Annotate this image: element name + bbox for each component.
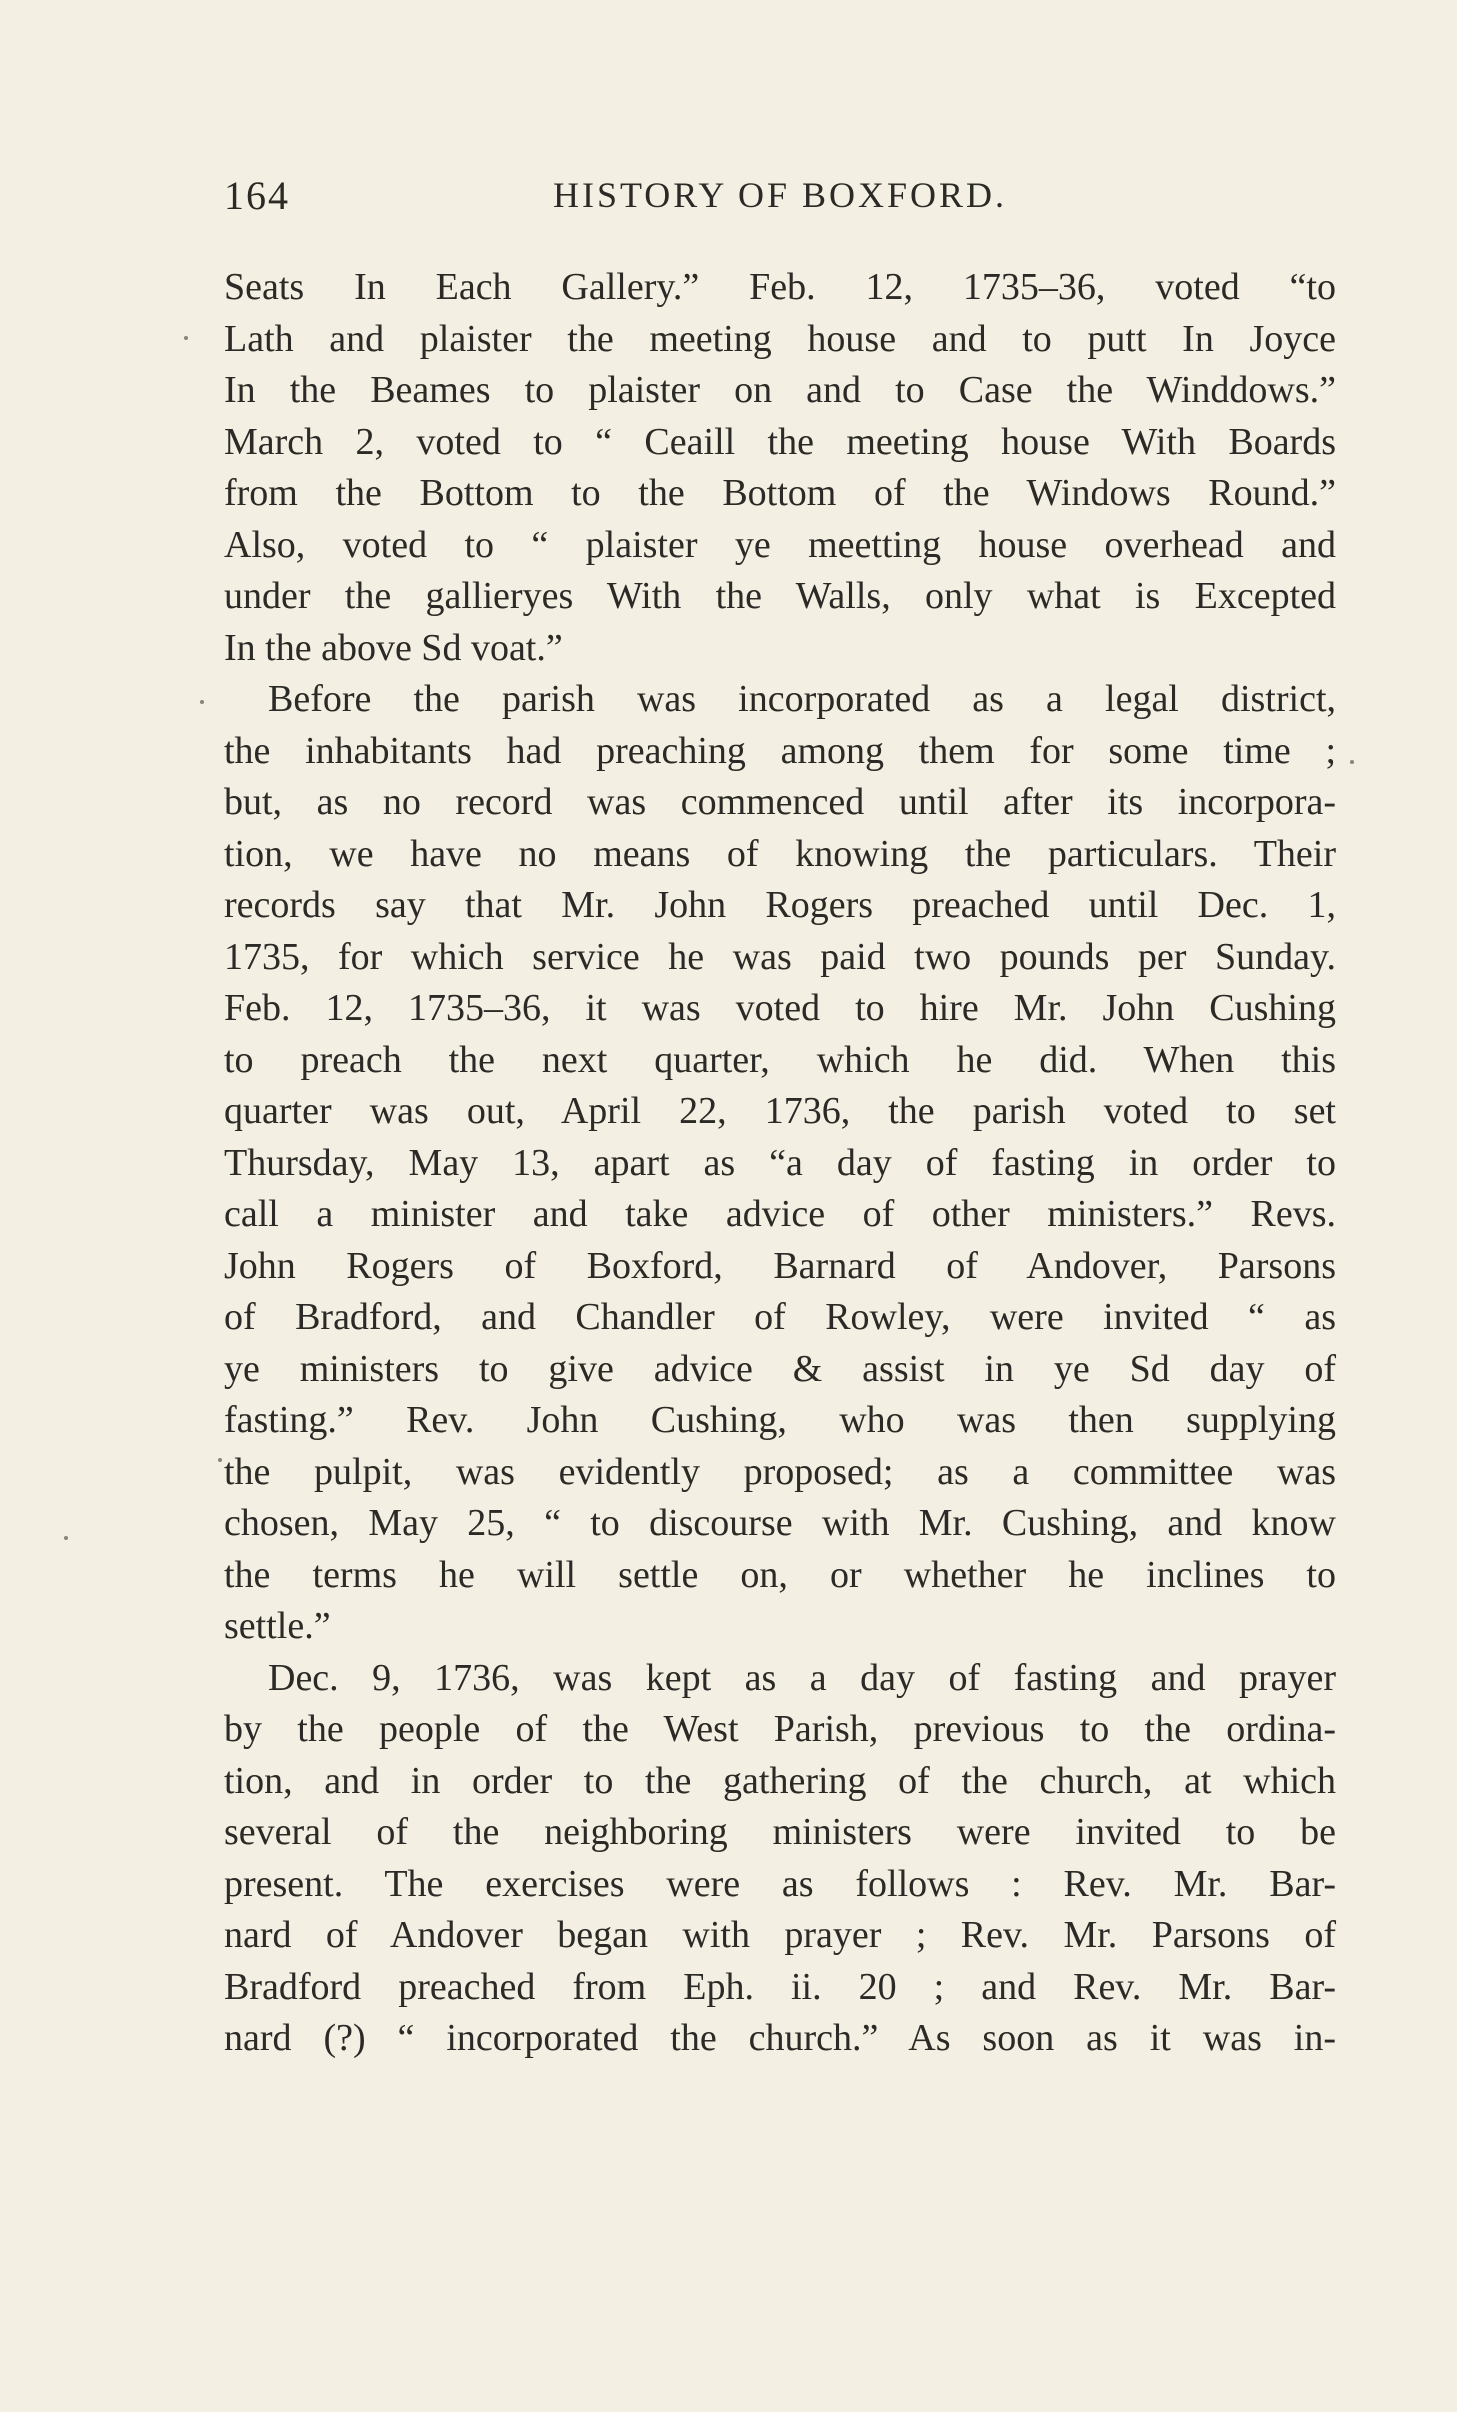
text-line: tion, and in order to the gathering of the church, at which [224,1759,1336,1802]
text-line: the terms he will settle on, or whether he inclines to [224,1553,1336,1596]
text-line: call a minister and take advice of other ministers.” Revs. [224,1193,1336,1235]
text-line: but, as no record was commenced until after its incorpora- [224,781,1336,823]
text-line: John Rogers of Boxford, Barnard of Andover, Parsons [224,1244,1336,1287]
running-title: HISTORY OF BOXFORD. [552,175,1008,215]
paper-speck [1350,760,1354,764]
text-line: tion, we have no means of knowing the particulars. Their [224,832,1336,875]
text-line: to preach the next quarter, which he did. When this [224,1038,1336,1081]
text-line: Dec. 9, 1736, was kept as a day of fasting and prayer [268,1656,1336,1699]
running-head [224,172,1336,224]
text-line: the pulpit, was evidently proposed; as a committee was [224,1450,1336,1493]
text-line: Lath and plaister the meeting house and to putt In Joyce [224,317,1336,360]
text-line: of Bradford, and Chandler of Rowley, were invited “ as [224,1296,1336,1338]
text-line: Also, voted to “ plaister ye meetting house overhead and [224,523,1336,566]
text-line: ye ministers to give advice & assist in ye Sd day of [224,1347,1336,1390]
text-line: chosen, May 25, “ to discourse with Mr. Cushing, and know [224,1502,1336,1544]
paper-speck [218,1458,222,1462]
body-text [224,262,1336,2065]
text-line: settle.” [224,1605,331,1647]
text-line: 1735, for which service he was paid two pounds per Sunday. [224,935,1336,978]
paper-speck [200,700,204,704]
text-line: several of the neighboring ministers were invited to be [224,1811,1336,1853]
page-number: 164 [224,173,290,218]
paper-speck [184,336,188,340]
text-line: Feb. 12, 1735–36, it was voted to hire Mr. John Cushing [224,987,1336,1029]
text-line: Thursday, May 13, apart as “a day of fasting in order to [224,1141,1336,1184]
text-line: present. The exercises were as follows : Rev. Mr. Bar- [224,1862,1336,1905]
text-line: the inhabitants had preaching among them for some time ; [224,729,1336,772]
text-line: Seats In Each Gallery.” Feb. 12, 1735–36, voted “to [224,266,1336,308]
text-line: by the people of the West Parish, previous to the ordina- [224,1708,1336,1750]
text-line: March 2, voted to “ Ceaill the meeting house With Boards [224,420,1336,463]
text-line: under the gallieryes With the Walls, only what is Excepted [224,575,1336,617]
text-line: Bradford preached from Eph. ii. 20 ; and Rev. Mr. Bar- [224,1965,1336,2008]
text-line: quarter was out, April 22, 1736, the parish voted to set [224,1090,1336,1132]
text-line: nard of Andover began with prayer ; Rev. Mr. Parsons of [224,1914,1336,1956]
paper-speck [64,1536,68,1540]
text-line: from the Bottom to the Bottom of the Windows Round.” [224,472,1336,514]
text-line: In the above Sd voat.” [224,626,563,669]
text-line: fasting.” Rev. John Cushing, who was then supplying [224,1399,1336,1441]
text-line: records say that Mr. John Rogers preached until Dec. 1, [224,884,1336,926]
text-line: In the Beames to plaister on and to Case the Winddows.” [224,369,1336,411]
text-line: Before the parish was incorporated as a legal district, [268,678,1336,720]
text-line: nard (?) “ incorporated the church.” As soon as it was in- [224,2017,1336,2059]
